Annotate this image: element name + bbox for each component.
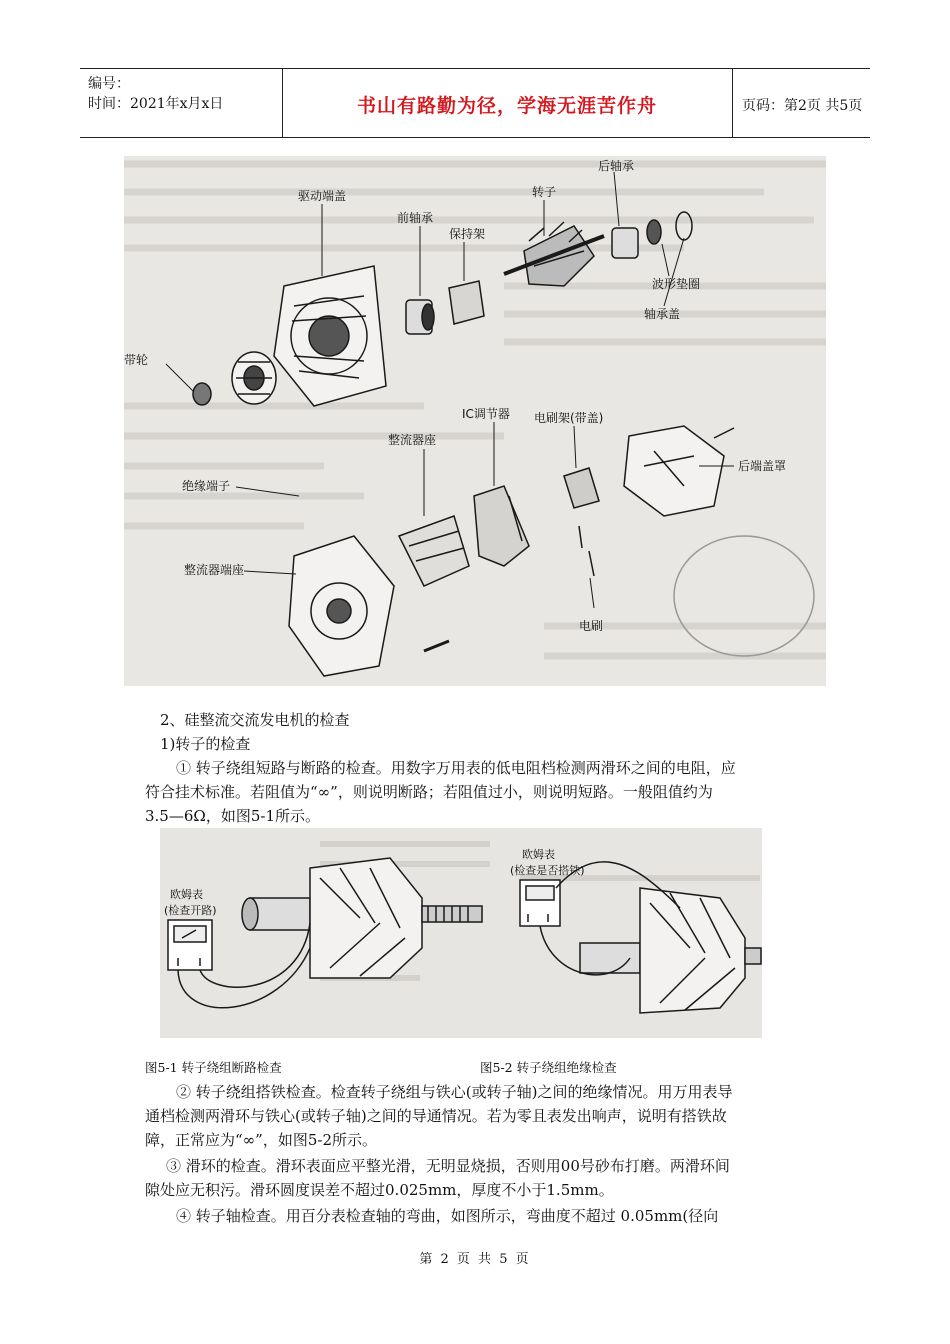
time-label: 时间：2021年x月x日 — [88, 96, 224, 112]
serial-label: 编号： — [88, 76, 130, 92]
rear-bearing-part — [612, 228, 638, 258]
header-right-cell — [732, 69, 870, 137]
alternator-exploded-figure — [124, 156, 826, 686]
rotor-check-figure — [160, 828, 762, 1038]
label-brush: 电刷 — [579, 619, 604, 633]
left-meter-label-2: (检查开路) — [164, 904, 217, 917]
label-drive-end-cover: 驱动端盖 — [298, 189, 347, 203]
para2-line1: ② 转子绕组搭铁检查。检查转子绕组与铁心(或转子轴)之间的绝缘情况。用万用表导 — [176, 1083, 733, 1101]
sub-heading: 1)转子的检查 — [160, 735, 251, 753]
label-rectifier-seat: 整流器座 — [388, 433, 437, 447]
label-rear-bearing: 后轴承 — [598, 159, 635, 173]
label-rear-end-cover: 后端盖罩 — [738, 459, 787, 473]
para3-line1: ③ 滑环的检查。滑环表面应平整光滑，无明显烧损，否则用00号砂布打磨。两滑环间 — [166, 1157, 730, 1175]
label-insulated-terminal: 绝缘端子 — [182, 479, 231, 493]
right-ohmmeter — [520, 880, 560, 926]
para1-line2: 符合挂术标准。若阻值为“∞”，则说明断路；若阻值过小，则说明短路。一般阻值约为 — [145, 783, 713, 801]
label-front-bearing: 前轴承 — [397, 211, 434, 225]
section-heading: 2、硅整流交流发电机的检查 — [160, 711, 350, 729]
para4-line1: ④ 转子轴检查。用百分表检查轴的弯曲，如图所示，弯曲度不超过 0.05mm(径向 — [176, 1207, 719, 1225]
front-bearing-part — [406, 300, 434, 334]
label-rotor: 转子 — [532, 185, 557, 199]
label-pulley: 带轮 — [124, 353, 149, 367]
header-left-cell — [80, 69, 283, 137]
para2-line2: 通档检测两滑环与铁心(或转子轴)之间的导通情况。若为零且表发出响声，说明有搭铁故 — [145, 1107, 727, 1125]
para1-line3: 3.5—6Ω，如图5-1所示。 — [145, 807, 320, 825]
label-brush-holder: 电刷架(带盖) — [534, 411, 604, 425]
label-rectifier-end-seat: 整流器端座 — [184, 563, 245, 577]
header-center-cell — [282, 69, 733, 137]
label-wave-washer: 波形垫圈 — [652, 277, 701, 291]
para2-line3: 障，正常应为“∞”，如图5-2所示。 — [145, 1131, 377, 1149]
caption-figure-5-2: 图5-2 转子绕组绝缘检查 — [480, 1060, 617, 1075]
page-header — [80, 68, 870, 138]
left-ohmmeter — [168, 920, 212, 970]
label-bearing-cover: 轴承盖 — [644, 307, 681, 321]
right-meter-label-1: 欧姆表 — [522, 848, 555, 861]
header-motto: 书山有路勤为径，学海无涯苦作舟 — [356, 95, 657, 117]
right-meter-label-2: (检查是否搭铁) — [510, 864, 585, 877]
label-retainer: 保持架 — [449, 227, 486, 241]
label-ic-regulator: IC调节器 — [462, 407, 510, 421]
wave-washer-part — [647, 220, 661, 244]
para1-line1: ① 转子绕组短路与断路的检查。用数字万用表的低电阻档检测两滑环之间的电阻，应 — [176, 759, 736, 777]
page-number-label: 页码：第2页 共5页 — [742, 98, 863, 114]
page-footer: 第 2 页 共 5 页 — [419, 1252, 531, 1267]
caption-figure-5-1: 图5-1 转子绕组断路检查 — [145, 1060, 282, 1075]
left-meter-label-1: 欧姆表 — [170, 888, 203, 901]
para3-line2: 隙处应无积污。滑环圆度误差不超过0.025mm，厚度不小于1.5mm。 — [145, 1181, 614, 1199]
retainer-part — [449, 281, 484, 324]
